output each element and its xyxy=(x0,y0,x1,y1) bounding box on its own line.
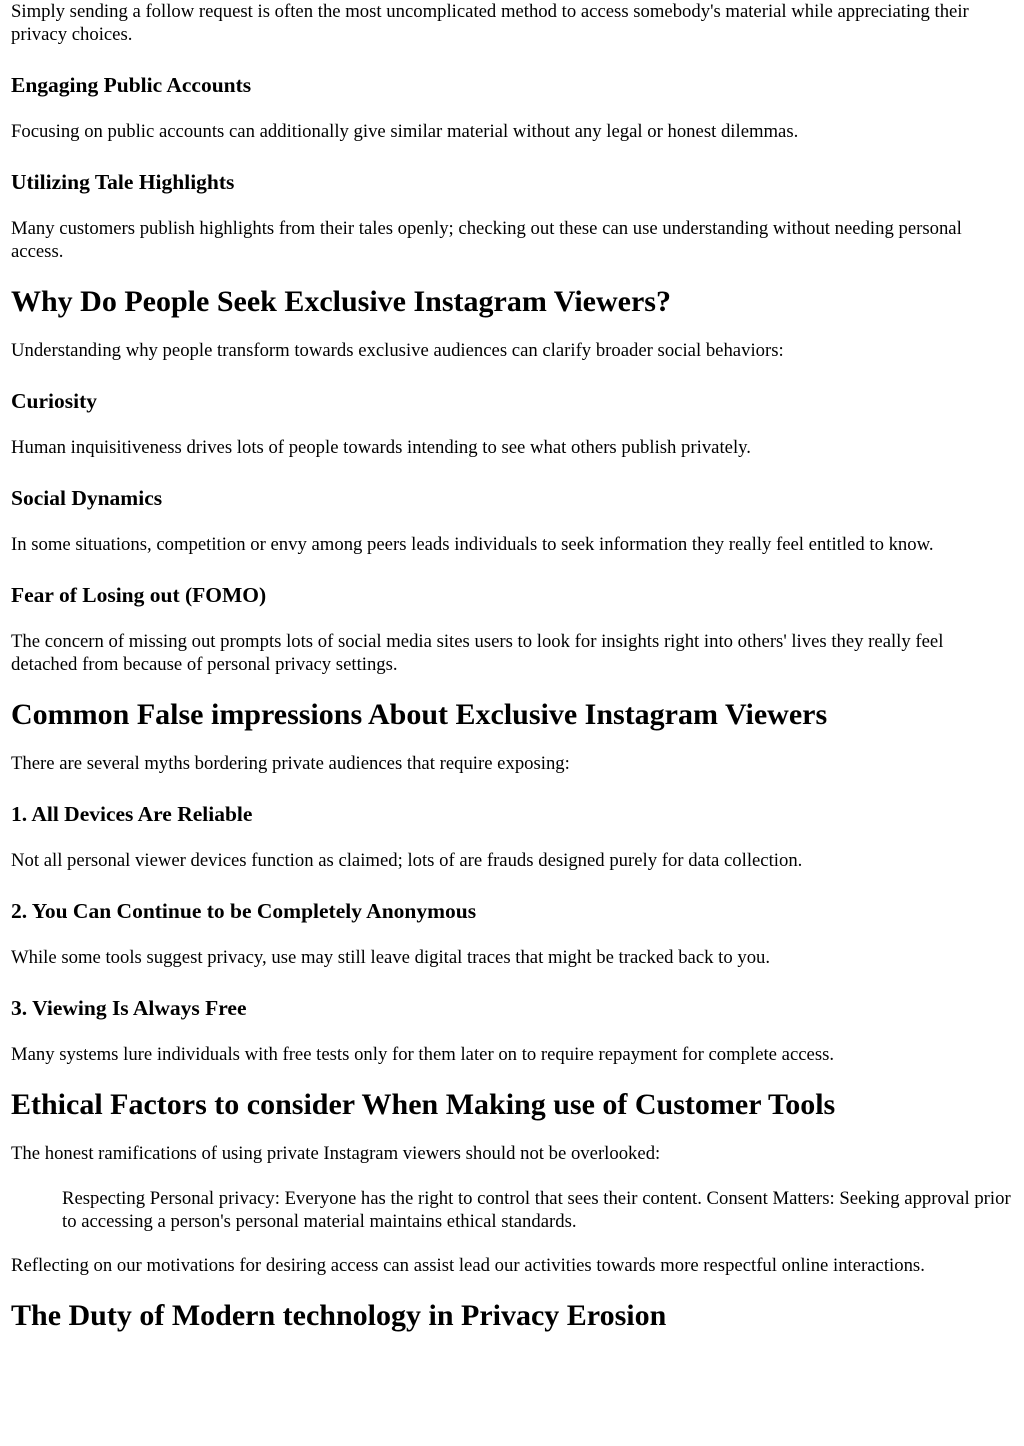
heading-anonymous: 2. You Can Continue to be Completely Anonymous xyxy=(11,898,477,923)
heading-common-false-impressions: Common False impressions About Exclusive Instagram Viewers xyxy=(11,697,828,731)
heading-engaging-public-accounts: Engaging Public Accounts xyxy=(11,72,252,97)
paragraph-understanding-why: Understanding why people transform towards exclusive audiences can clarify broader social behaviors: xyxy=(11,339,784,361)
heading-devices-reliable: 1. All Devices Are Reliable xyxy=(11,801,253,826)
heading-why-people-seek: Why Do People Seek Exclusive Instagram Viewers? xyxy=(11,284,671,318)
paragraph-honest-ramifications: The honest ramifications of using private Instagram viewers should not be overlooked: xyxy=(11,1142,661,1164)
heading-ethical-factors: Ethical Factors to consider When Making use of Customer Tools xyxy=(11,1087,836,1121)
paragraph-curiosity: Human inquisitiveness drives lots of people towards intending to see what others publish privately. xyxy=(11,436,751,458)
blockquote-respecting-privacy: Respecting Personal privacy: Everyone has the right to control that sees their content. Consent Matters: Seeking approval prior to accessing a person's personal material maintains ethical standards. xyxy=(62,1187,1011,1232)
paragraph-anonymous: While some tools suggest privacy, use may still leave digital traces that might be tracked back to you. xyxy=(11,946,771,968)
heading-fomo: Fear of Losing out (FOMO) xyxy=(11,582,267,607)
paragraph-follow-request: Simply sending a follow request is often the most uncomplicated method to access somebody's material while appreciating their privacy choices. xyxy=(11,0,969,45)
heading-viewing-free: 3. Viewing Is Always Free xyxy=(11,995,247,1020)
paragraph-reflecting: Reflecting on our motivations for desiring access can assist lead our activities towards more respectful online interactions. xyxy=(11,1254,925,1276)
paragraph-myths: There are several myths bordering private audiences that require exposing: xyxy=(11,752,570,774)
paragraph-devices-reliable: Not all personal viewer devices function as claimed; lots of are frauds designed purely for data collection. xyxy=(11,849,803,871)
paragraph-tale-highlights: Many customers publish highlights from their tales openly; checking out these can use understanding without needing personal access. xyxy=(11,217,962,262)
paragraph-social-dynamics: In some situations, competition or envy among peers leads individuals to seek information they really feel entitled to know. xyxy=(11,533,934,555)
heading-curiosity: Curiosity xyxy=(11,388,97,413)
heading-duty-of-technology: The Duty of Modern technology in Privacy Erosion xyxy=(11,1298,667,1332)
article-body xyxy=(11,0,1011,1333)
heading-social-dynamics: Social Dynamics xyxy=(11,485,163,510)
paragraph-viewing-free: Many systems lure individuals with free tests only for them later on to require repayment for complete access. xyxy=(11,1043,835,1065)
heading-utilizing-tale-highlights: Utilizing Tale Highlights xyxy=(11,169,235,194)
paragraph-fomo: The concern of missing out prompts lots of social media sites users to look for insights right into others' lives they really feel detached from because of personal privacy settings. xyxy=(11,630,944,675)
paragraph-public-accounts: Focusing on public accounts can additionally give similar material without any legal or honest dilemmas. xyxy=(11,120,799,142)
